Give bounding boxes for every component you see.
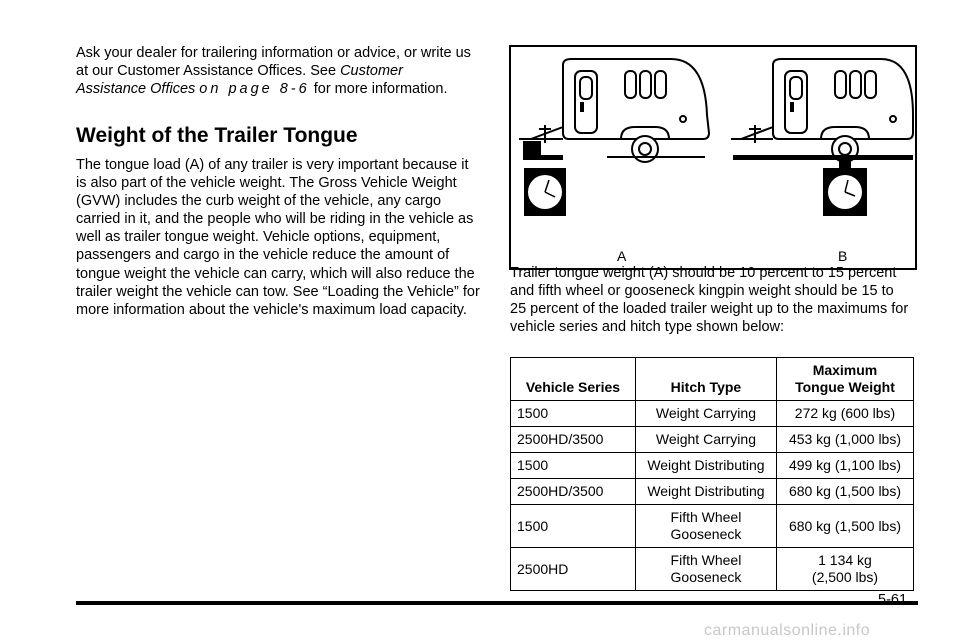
cell-series: 1500 <box>511 401 636 427</box>
trailer-tongue-figure <box>509 45 917 270</box>
cell-series: 1500 <box>511 453 636 479</box>
cell-weight: 499 kg (1,100 lbs) <box>776 453 913 479</box>
section-heading: Weight of the Trailer Tongue <box>76 124 358 147</box>
table-row <box>511 427 914 453</box>
header-max-tongue-weight: Maximum Tongue Weight <box>776 358 913 401</box>
cell-hitch: Weight Carrying <box>635 427 776 453</box>
header-hitch-type: Hitch Type <box>635 358 776 401</box>
site-watermark: carmanualsonline.info <box>704 622 871 639</box>
cell-weight: 680 kg (1,500 lbs) <box>776 505 913 548</box>
table-row <box>511 479 914 505</box>
cell-hitch: Weight Carrying <box>635 401 776 427</box>
cell-series: 2500HD <box>511 548 636 591</box>
figure-label-b: B <box>838 248 848 264</box>
cell-hitch: Weight Distributing <box>635 453 776 479</box>
page-number: 5-61 <box>878 592 908 608</box>
cell-weight: 1 134 kg (2,500 lbs) <box>776 548 913 591</box>
table-row <box>511 548 914 591</box>
figure-label-a: A <box>617 248 627 264</box>
intro-paragraph <box>76 44 476 98</box>
intro-text-end: for more information. <box>309 81 448 97</box>
trailer-illustration <box>509 45 917 270</box>
reference-page[interactable]: on page 8-6 <box>199 81 310 97</box>
cell-weight: 680 kg (1,500 lbs) <box>776 479 913 505</box>
cell-hitch: Weight Distributing <box>635 479 776 505</box>
cell-series: 2500HD/3500 <box>511 427 636 453</box>
customer-assistance-link[interactable]: Customer Assistance Offices <box>76 63 403 97</box>
intro-text: Ask your dealer for trailering information or advice, or write us at our Customer Assistance Offices. See <box>76 45 471 79</box>
footer-rule <box>76 601 918 605</box>
cell-hitch: Fifth Wheel Gooseneck <box>635 548 776 591</box>
cell-series: 2500HD/3500 <box>511 479 636 505</box>
table-row <box>511 453 914 479</box>
cell-weight: 453 kg (1,000 lbs) <box>776 427 913 453</box>
cell-weight: 272 kg (600 lbs) <box>776 401 913 427</box>
header-vehicle-series: Vehicle Series <box>511 358 636 401</box>
cell-hitch: Fifth Wheel Gooseneck <box>635 505 776 548</box>
cell-series: 1500 <box>511 505 636 548</box>
tongue-weight-table <box>510 357 914 591</box>
table-row <box>511 505 914 548</box>
table-row <box>511 401 914 427</box>
section-body: The tongue load (A) of any trailer is very important because it is also part of the vehicle weight. The Gross Vehicle Weight (GVW) includes the curb weight of the vehicle, any cargo carried in it, and the people who will be riding in the vehicle as well as trailer tongue weight. Vehicle options, equipment, passengers and cargo in the vehicle reduce the amount of tongue weight the vehicle can carry, which will also reduce the trailer weight the vehicle can tow. See “Loading the Vehicle” for more information about the vehicle's maximum load capacity. <box>76 157 480 318</box>
table-header-row <box>511 358 914 401</box>
figure-caption: Trailer tongue weight (A) should be 10 percent to 15 percent and fifth wheel or gooseneck kingpin weight should be 15 to 25 percent of the loaded trailer weight up to the maximums for vehicle series and hitch type shown below: <box>510 265 909 335</box>
